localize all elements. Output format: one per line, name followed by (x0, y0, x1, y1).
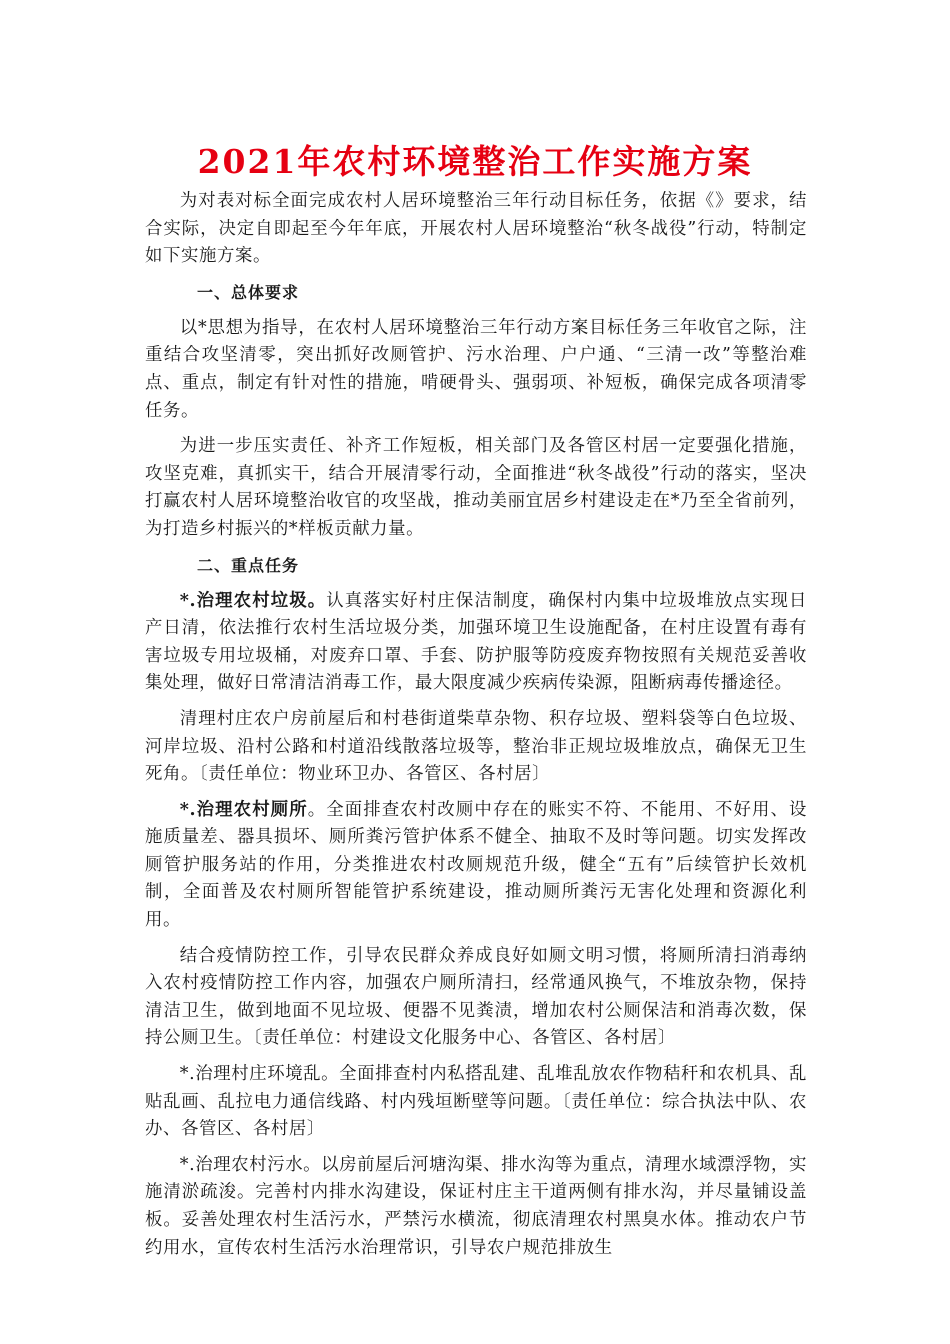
document-title: 2021年农村环境整治工作实施方案 (197, 142, 753, 181)
paragraph-toilets (145, 797, 807, 935)
paragraph-garbage-cleanup: 清理村庄农户房前屋后和村巷街道柴草杂物、积存垃圾、塑料袋等白色垃圾、河岸垃圾、沿村公路和村道沿线散落垃圾等，整治非正规垃圾堆放点，确保无卫生死角。〔责任单位：物业环卫办、各管区、各村居〕 (145, 708, 807, 785)
paragraph-responsibility: 为进一步压实责任、补齐工作短板，相关部门及各管区村居一定要强化措施，攻坚克难，真抓实干，结合开展清零行动，全面推进“秋冬战役”行动的落实，坚决打赢农村人居环境整治收官的攻坚战，推动美丽宜居乡村建设走在*乃至全省前列，为打造乡村振兴的*样板贡献力量。 (145, 436, 807, 539)
section-heading-general: 一、总体要求 (197, 282, 300, 302)
document-body (145, 188, 807, 1270)
paragraph-garbage (145, 588, 807, 698)
task-text-toilets: 。全面排查农村改厕中存在的账实不符、不能用、不好用、设施质量差、器具损坏、厕所粪污管护体系不健全、抽取不及时等问题。切实发挥改厕管护服务站的作用，分类推进农村改厕规范升级，健全“五有”后续管护长效机制，全面普及农村厕所智能管护系统建设，推动厕所粪污无害化处理和资源化利用。 (145, 799, 808, 931)
task-lead-garbage: *.治理农村垃圾。 (179, 590, 327, 611)
intro-paragraph: 为对表对标全面完成农村人居环境整治三年行动目标任务，依据《》要求，结合实际，决定自即起至今年年底，开展农村人居环境整治“秋冬战役”行动，特制定如下实施方案。 (145, 191, 807, 267)
paragraph-toilet-hygiene: 结合疫情防控工作，引导农民群众养成良好如厕文明习惯，将厕所清扫消毒纳入农村疫情防控工作内容，加强农户厕所清扫，经常通风换气，不堆放杂物，保持清洁卫生，做到地面不见垃圾、便器不见粪渍，增加农村公厕保洁和消毒次数，保持公厕卫生。〔责任单位：村建设文化服务中心、各管区、各村居〕 (145, 945, 807, 1049)
task-lead-toilets: *.治理农村厕所 (179, 799, 308, 820)
paragraph-sewage: *.治理农村污水。以房前屋后河塘沟渠、排水沟等为重点，清理水域漂浮物，实施清淤疏浚。完善村内排水沟建设，保证村庄主干道两侧有排水沟，并尽量铺设盖板。妥善处理农村生活污水，严禁污水横流，彻底清理农村黑臭水体。推动农户节约用水，宣传农村生活污水治理常识，引导农户规范排放生 (145, 1154, 807, 1258)
paragraph-village-environment: *.治理村庄环境乱。全面排查村内私搭乱建、乱堆乱放农作物秸秆和农机具、乱贴乱画、乱拉电力通信线路、村内残垣断壁等问题。〔责任单位：综合执法中队、农办、各管区、各村居〕 (145, 1064, 807, 1140)
section-heading-key-tasks: 二、重点任务 (197, 555, 300, 575)
task-text-garbage: 认真落实好村庄保洁制度，确保村内集中垃圾堆放点实现日产日清，依法推行农村生活垃圾分类，加强环境卫生设施配备，在村庄设置有毒有害垃圾专用垃圾桶，对废弃口罩、手套、防护服等防疫废弃物按照有关规范妥善收集处理，做好日常清洁消毒工作，最大限度减少疾病传染源，阻断病毒传播途径。 (145, 590, 807, 694)
paragraph-guiding-thought: 以*思想为指导，在农村人居环境整治三年行动方案目标任务三年收官之际，注重结合攻坚清零，突出抓好改厕管护、污水治理、户户通、“三清一改”等整治难点、重点，制定有针对性的措施，啃硬骨头、强弱项、补短板，确保完成各项清零任务。 (145, 317, 807, 421)
